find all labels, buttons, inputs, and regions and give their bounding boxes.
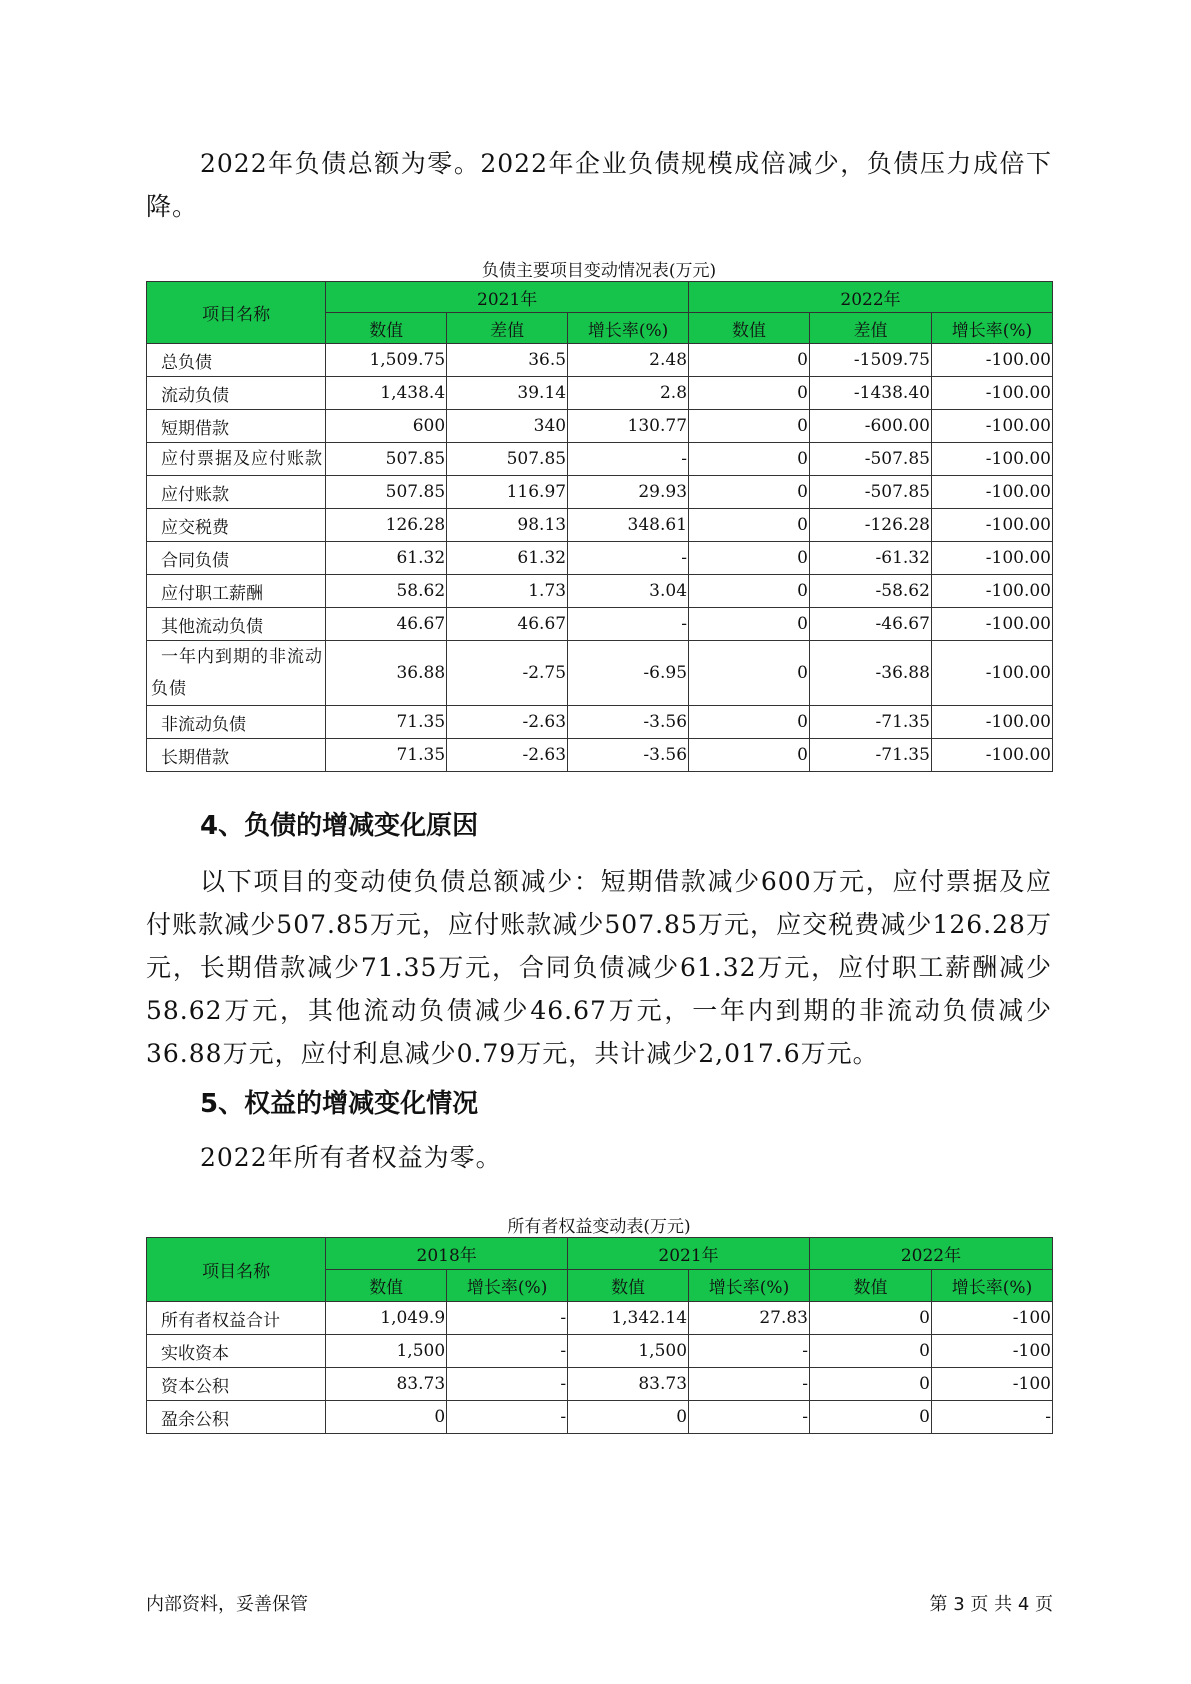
row-name: 非流动负债 (147, 706, 326, 739)
column-header: 差值 (809, 313, 931, 344)
row-name: 长期借款 (147, 739, 326, 772)
table-cell: - (568, 443, 689, 476)
column-header: 数值 (568, 1270, 689, 1302)
table-cell: 61.32 (447, 542, 568, 575)
liability-table-caption: 负债主要项目变动情况表(万元) (481, 261, 717, 281)
section-4-heading: 4、负债的增减变化原因 (200, 811, 479, 841)
table-cell: -100 (932, 1368, 1053, 1401)
table-cell: 0 (809, 1401, 931, 1434)
table-cell: - (447, 1302, 568, 1335)
table-cell: -507.85 (809, 443, 931, 476)
table-cell: 348.61 (568, 509, 689, 542)
table-cell: 71.35 (326, 706, 447, 739)
table-cell: 0 (689, 344, 810, 377)
row-name: 所有者权益合计 (147, 1302, 326, 1335)
table-cell: 58.62 (326, 575, 447, 608)
table-cell: 0 (689, 509, 810, 542)
table-row (147, 1302, 1053, 1335)
table-cell: - (568, 542, 689, 575)
row-name: 一年内到期的非流动负债 (147, 641, 326, 706)
table-cell: -100.00 (931, 476, 1052, 509)
row-name: 短期借款 (147, 410, 326, 443)
table-cell: 1,342.14 (568, 1302, 689, 1335)
row-name: 合同负债 (147, 542, 326, 575)
table-row (147, 641, 1053, 706)
table-cell: -1438.40 (809, 377, 931, 410)
table-cell: 2.48 (568, 344, 689, 377)
table-cell: -100.00 (931, 542, 1052, 575)
column-header: 数值 (326, 313, 447, 344)
table-row (147, 575, 1053, 608)
table-cell: 0 (689, 542, 810, 575)
table-cell: 0 (689, 608, 810, 641)
table-cell: 71.35 (326, 739, 447, 772)
year-header: 2022年 (689, 282, 1053, 313)
equity-table-caption: 所有者权益变动表(万元) (507, 1217, 691, 1237)
table-cell: 0 (326, 1401, 447, 1434)
column-header: 增长率(%) (931, 313, 1052, 344)
table-cell: 36.88 (326, 641, 447, 706)
table-cell: 126.28 (326, 509, 447, 542)
table-cell: 1,509.75 (326, 344, 447, 377)
row-name: 盈余公积 (147, 1401, 326, 1434)
column-header: 差值 (447, 313, 568, 344)
table-cell: - (447, 1401, 568, 1434)
table-cell: 507.85 (326, 443, 447, 476)
table-row (147, 739, 1053, 772)
row-name: 其他流动负债 (147, 608, 326, 641)
table-cell: 0 (809, 1302, 931, 1335)
year-header: 2021年 (326, 282, 689, 313)
table-cell: -71.35 (809, 706, 931, 739)
table-row (147, 542, 1053, 575)
year-header: 2018年 (326, 1238, 568, 1270)
column-header: 数值 (689, 313, 810, 344)
table-cell: 507.85 (326, 476, 447, 509)
row-name: 应交税费 (147, 509, 326, 542)
table-cell: - (447, 1335, 568, 1368)
table-row (147, 344, 1053, 377)
table-cell: 0 (689, 476, 810, 509)
table-cell: -36.88 (809, 641, 931, 706)
table-cell: 46.67 (326, 608, 447, 641)
table-cell: 27.83 (689, 1302, 810, 1335)
table-cell: 0 (689, 575, 810, 608)
table-cell: -600.00 (809, 410, 931, 443)
table-cell: 46.67 (447, 608, 568, 641)
row-name: 流动负债 (147, 377, 326, 410)
table-cell: - (568, 608, 689, 641)
table-cell: 116.97 (447, 476, 568, 509)
row-name: 总负债 (147, 344, 326, 377)
equity-table (146, 1237, 1053, 1434)
table-cell: -2.63 (447, 706, 568, 739)
table-cell: -100.00 (931, 344, 1052, 377)
column-header: 增长率(%) (689, 1270, 810, 1302)
table-cell: 130.77 (568, 410, 689, 443)
column-header: 数值 (809, 1270, 931, 1302)
table-cell: 0 (689, 410, 810, 443)
table-cell: -6.95 (568, 641, 689, 706)
table-cell: 340 (447, 410, 568, 443)
table-row (147, 410, 1053, 443)
table-row (147, 443, 1053, 476)
table-cell: 36.5 (447, 344, 568, 377)
table-row (147, 706, 1053, 739)
table-cell: 1,049.9 (326, 1302, 447, 1335)
table-cell: - (932, 1401, 1053, 1434)
table-cell: 61.32 (326, 542, 447, 575)
table-cell: 1,500 (326, 1335, 447, 1368)
table-cell: -100.00 (931, 509, 1052, 542)
table-cell: -2.63 (447, 739, 568, 772)
table-row (147, 1368, 1053, 1401)
section-4-paragraph: 以下项目的变动使负债总额减少：短期借款减少600万元，应付票据及应付账款减少507.85万元，应付账款减少507.85万元，应交税费减少126.28万元，长期借款减少71.35万元，合同负债减少61.32万元，应付职工薪酬减少58.62万元，其他流动负债减少46.67万元，一年内到期的非流动负债减少36.88万元，应付利息减少0.79万元，共计减少2,017.6万元。 (146, 867, 1052, 1068)
table-cell: -100.00 (931, 608, 1052, 641)
table-cell: 0 (568, 1401, 689, 1434)
column-header: 数值 (326, 1270, 447, 1302)
table-cell: 3.04 (568, 575, 689, 608)
row-name: 资本公积 (147, 1368, 326, 1401)
table-cell: -100.00 (931, 410, 1052, 443)
table-cell: -507.85 (809, 476, 931, 509)
table-cell: -100.00 (931, 706, 1052, 739)
row-name: 实收资本 (147, 1335, 326, 1368)
table-cell: 0 (689, 443, 810, 476)
table-row (147, 1335, 1053, 1368)
table-cell: 507.85 (447, 443, 568, 476)
year-header: 2022年 (809, 1238, 1052, 1270)
table-cell: 29.93 (568, 476, 689, 509)
footer-confidential-note: 内部资料，妥善保管 (146, 1594, 308, 1615)
table-cell: -100.00 (931, 641, 1052, 706)
table-cell: -61.32 (809, 542, 931, 575)
table-cell: - (447, 1368, 568, 1401)
table-cell: -100.00 (931, 443, 1052, 476)
table-cell: -3.56 (568, 706, 689, 739)
table-cell: 0 (689, 706, 810, 739)
table-row (147, 608, 1053, 641)
table-cell: 0 (689, 641, 810, 706)
footer-page-number: 第 3 页 共 4 页 (929, 1594, 1053, 1615)
liability-table (146, 281, 1053, 772)
table-cell: -100.00 (931, 575, 1052, 608)
section-5-paragraph: 2022年所有者权益为零。 (200, 1143, 502, 1172)
table-cell: -100.00 (931, 377, 1052, 410)
section-5-heading: 5、权益的增减变化情况 (200, 1089, 479, 1119)
item-name-header: 项目名称 (147, 1238, 326, 1302)
table-cell: -46.67 (809, 608, 931, 641)
table-cell: 1,438.4 (326, 377, 447, 410)
table-cell: -3.56 (568, 739, 689, 772)
table-cell: - (689, 1335, 810, 1368)
table-cell: 0 (809, 1335, 931, 1368)
row-name: 应付账款 (147, 476, 326, 509)
table-cell: -100 (932, 1335, 1053, 1368)
table-cell: -71.35 (809, 739, 931, 772)
row-name: 应付票据及应付账款 (147, 443, 326, 476)
table-cell: 0 (689, 739, 810, 772)
table-cell: -58.62 (809, 575, 931, 608)
column-header: 增长率(%) (447, 1270, 568, 1302)
table-cell: - (689, 1401, 810, 1434)
item-name-header: 项目名称 (147, 282, 326, 344)
table-cell: -100.00 (931, 739, 1052, 772)
table-cell: 1.73 (447, 575, 568, 608)
table-row (147, 476, 1053, 509)
table-cell: 98.13 (447, 509, 568, 542)
table-cell: -1509.75 (809, 344, 931, 377)
column-header: 增长率(%) (932, 1270, 1053, 1302)
table-cell: - (689, 1368, 810, 1401)
table-cell: 0 (809, 1368, 931, 1401)
row-name: 应付职工薪酬 (147, 575, 326, 608)
table-cell: -100 (932, 1302, 1053, 1335)
table-cell: 83.73 (326, 1368, 447, 1401)
table-cell: 2.8 (568, 377, 689, 410)
table-cell: -126.28 (809, 509, 931, 542)
intro-paragraph: 2022年负债总额为零。2022年企业负债规模成倍减少，负债压力成倍下降。 (146, 149, 1052, 221)
table-cell: 0 (689, 377, 810, 410)
table-row (147, 1401, 1053, 1434)
table-cell: 1,500 (568, 1335, 689, 1368)
table-cell: 39.14 (447, 377, 568, 410)
table-cell: 600 (326, 410, 447, 443)
table-row (147, 509, 1053, 542)
table-cell: -2.75 (447, 641, 568, 706)
column-header: 增长率(%) (568, 313, 689, 344)
table-cell: 83.73 (568, 1368, 689, 1401)
year-header: 2021年 (568, 1238, 810, 1270)
table-row (147, 377, 1053, 410)
